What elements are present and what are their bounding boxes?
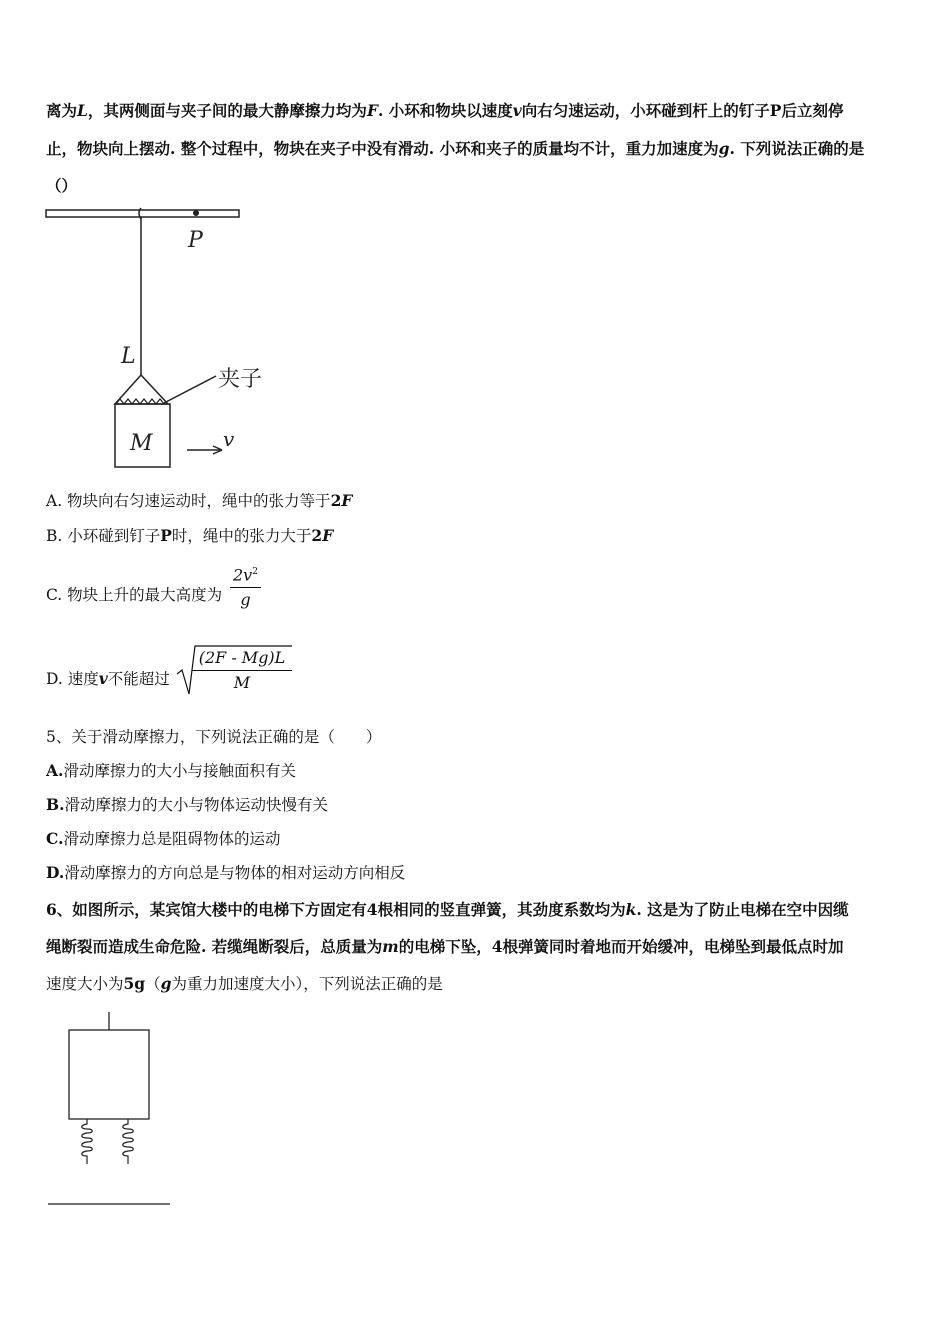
text: 5g	[123, 974, 146, 993]
label-v: v	[223, 427, 235, 451]
text: 2	[311, 526, 323, 545]
spring-left	[82, 1119, 93, 1164]
elevator-springs-figure	[44, 1008, 184, 1212]
text: C. 物块上升的最大高度为	[46, 586, 223, 604]
label-P: P	[188, 228, 203, 253]
text: 为重力加速度大小），下列说法正确的是	[171, 975, 443, 993]
q4-option-a	[46, 491, 352, 511]
pendulum-clip-figure	[40, 200, 300, 475]
q4-option-d	[46, 669, 170, 689]
var-m: m	[382, 937, 399, 956]
nail-P	[193, 210, 199, 216]
var-F: F	[366, 101, 378, 120]
text: C.	[46, 829, 64, 848]
elevator-car	[69, 1030, 149, 1119]
fraction-d	[192, 646, 292, 695]
text: 速度大小为	[46, 975, 124, 993]
label-M: M	[130, 431, 153, 456]
var-L: L	[77, 101, 88, 120]
text: A.	[46, 761, 64, 780]
text: 2	[252, 567, 258, 577]
text: D. 速度	[46, 670, 99, 688]
var-P: P	[160, 526, 172, 545]
text: 绳断裂而造成生命危险. 若缆绳断裂后，总质量为	[46, 937, 383, 956]
text: B. 小环碰到钉子	[46, 527, 161, 545]
label-L: L	[121, 344, 136, 369]
text: 根弹簧同时着地而开始缓冲，电梯坠到最低点时加	[502, 937, 844, 956]
text: 时，绳中的张力大于	[171, 527, 312, 545]
text: 离为	[46, 101, 78, 120]
text: 不能超过	[107, 670, 170, 688]
text: ，其两侧面与夹子间的最大静摩擦力均为	[87, 101, 367, 120]
q5-option-d	[46, 863, 405, 883]
text: D.	[46, 863, 65, 882]
var-g: g	[718, 139, 730, 158]
text: 根相同的竖直弹簧，其劲度系数均为	[377, 900, 626, 919]
var-F: F	[341, 491, 353, 510]
clip-pointer	[164, 376, 216, 403]
label-clip: 夹子	[218, 367, 263, 392]
q4-option-b	[46, 526, 333, 546]
text: 滑动摩擦力的大小与物体运动快慢有关	[64, 796, 329, 814]
fraction-numerator	[230, 560, 261, 588]
text: 2	[330, 491, 342, 510]
q5-option-b	[46, 795, 328, 815]
text: 的电梯下坠，	[398, 937, 492, 956]
var-g: g	[160, 974, 172, 993]
text: 滑动摩擦力的大小与接触面积有关	[63, 762, 296, 780]
var-k: k	[625, 900, 637, 919]
rod	[46, 210, 239, 217]
text: 滑动摩擦力的方向总是与物体的相对运动方向相反	[64, 864, 406, 882]
q5-option-c	[46, 829, 280, 849]
q6-stem-line2	[46, 937, 844, 957]
fraction-numerator: (2F - Mg)L	[192, 646, 292, 671]
fraction-denominator: g	[240, 590, 251, 610]
var-F: F	[322, 526, 334, 545]
text: B.	[46, 795, 65, 814]
q6-stem-line1	[46, 900, 849, 920]
q5-stem: 5、关于滑动摩擦力，下列说法正确的是（ ）	[46, 728, 382, 746]
fraction-denominator: M	[233, 673, 251, 692]
q6-stem-line3	[46, 974, 443, 994]
text: . 这是为了防止电梯在空中因缆	[636, 900, 849, 919]
text: （	[145, 975, 161, 993]
text: 6、如图所示，某宾馆大楼中的电梯下方固定有	[46, 900, 367, 919]
text: A. 物块向右匀速运动时，绳中的张力等于	[46, 492, 331, 510]
q4-answer-blank: （）	[46, 176, 78, 195]
text: . 下列说法正确的是	[729, 139, 865, 158]
q4-stem-line1	[46, 101, 843, 121]
text: . 小环和物块以速度	[377, 101, 513, 120]
text: 4	[366, 900, 378, 919]
text: 2v	[233, 565, 253, 585]
fraction-c	[230, 560, 261, 612]
spring-right	[123, 1119, 134, 1164]
var-v: v	[98, 669, 108, 688]
q4-option-c	[46, 585, 222, 605]
text: 4	[491, 937, 503, 956]
text: 后立刻停	[781, 101, 844, 120]
q4-stem-line2	[46, 139, 864, 159]
var-P: P	[769, 101, 782, 120]
text: 滑动摩擦力总是阻碍物体的运动	[63, 830, 281, 848]
text: 向右匀速运动，小环碰到杆上的钉子	[521, 101, 770, 120]
var-v: v	[512, 101, 522, 120]
text: 止，物块向上摆动. 整个过程中，物块在夹子中没有滑动. 小环和夹子的质量均不计，重力加速度为	[46, 139, 719, 158]
q5-option-a	[46, 761, 296, 781]
